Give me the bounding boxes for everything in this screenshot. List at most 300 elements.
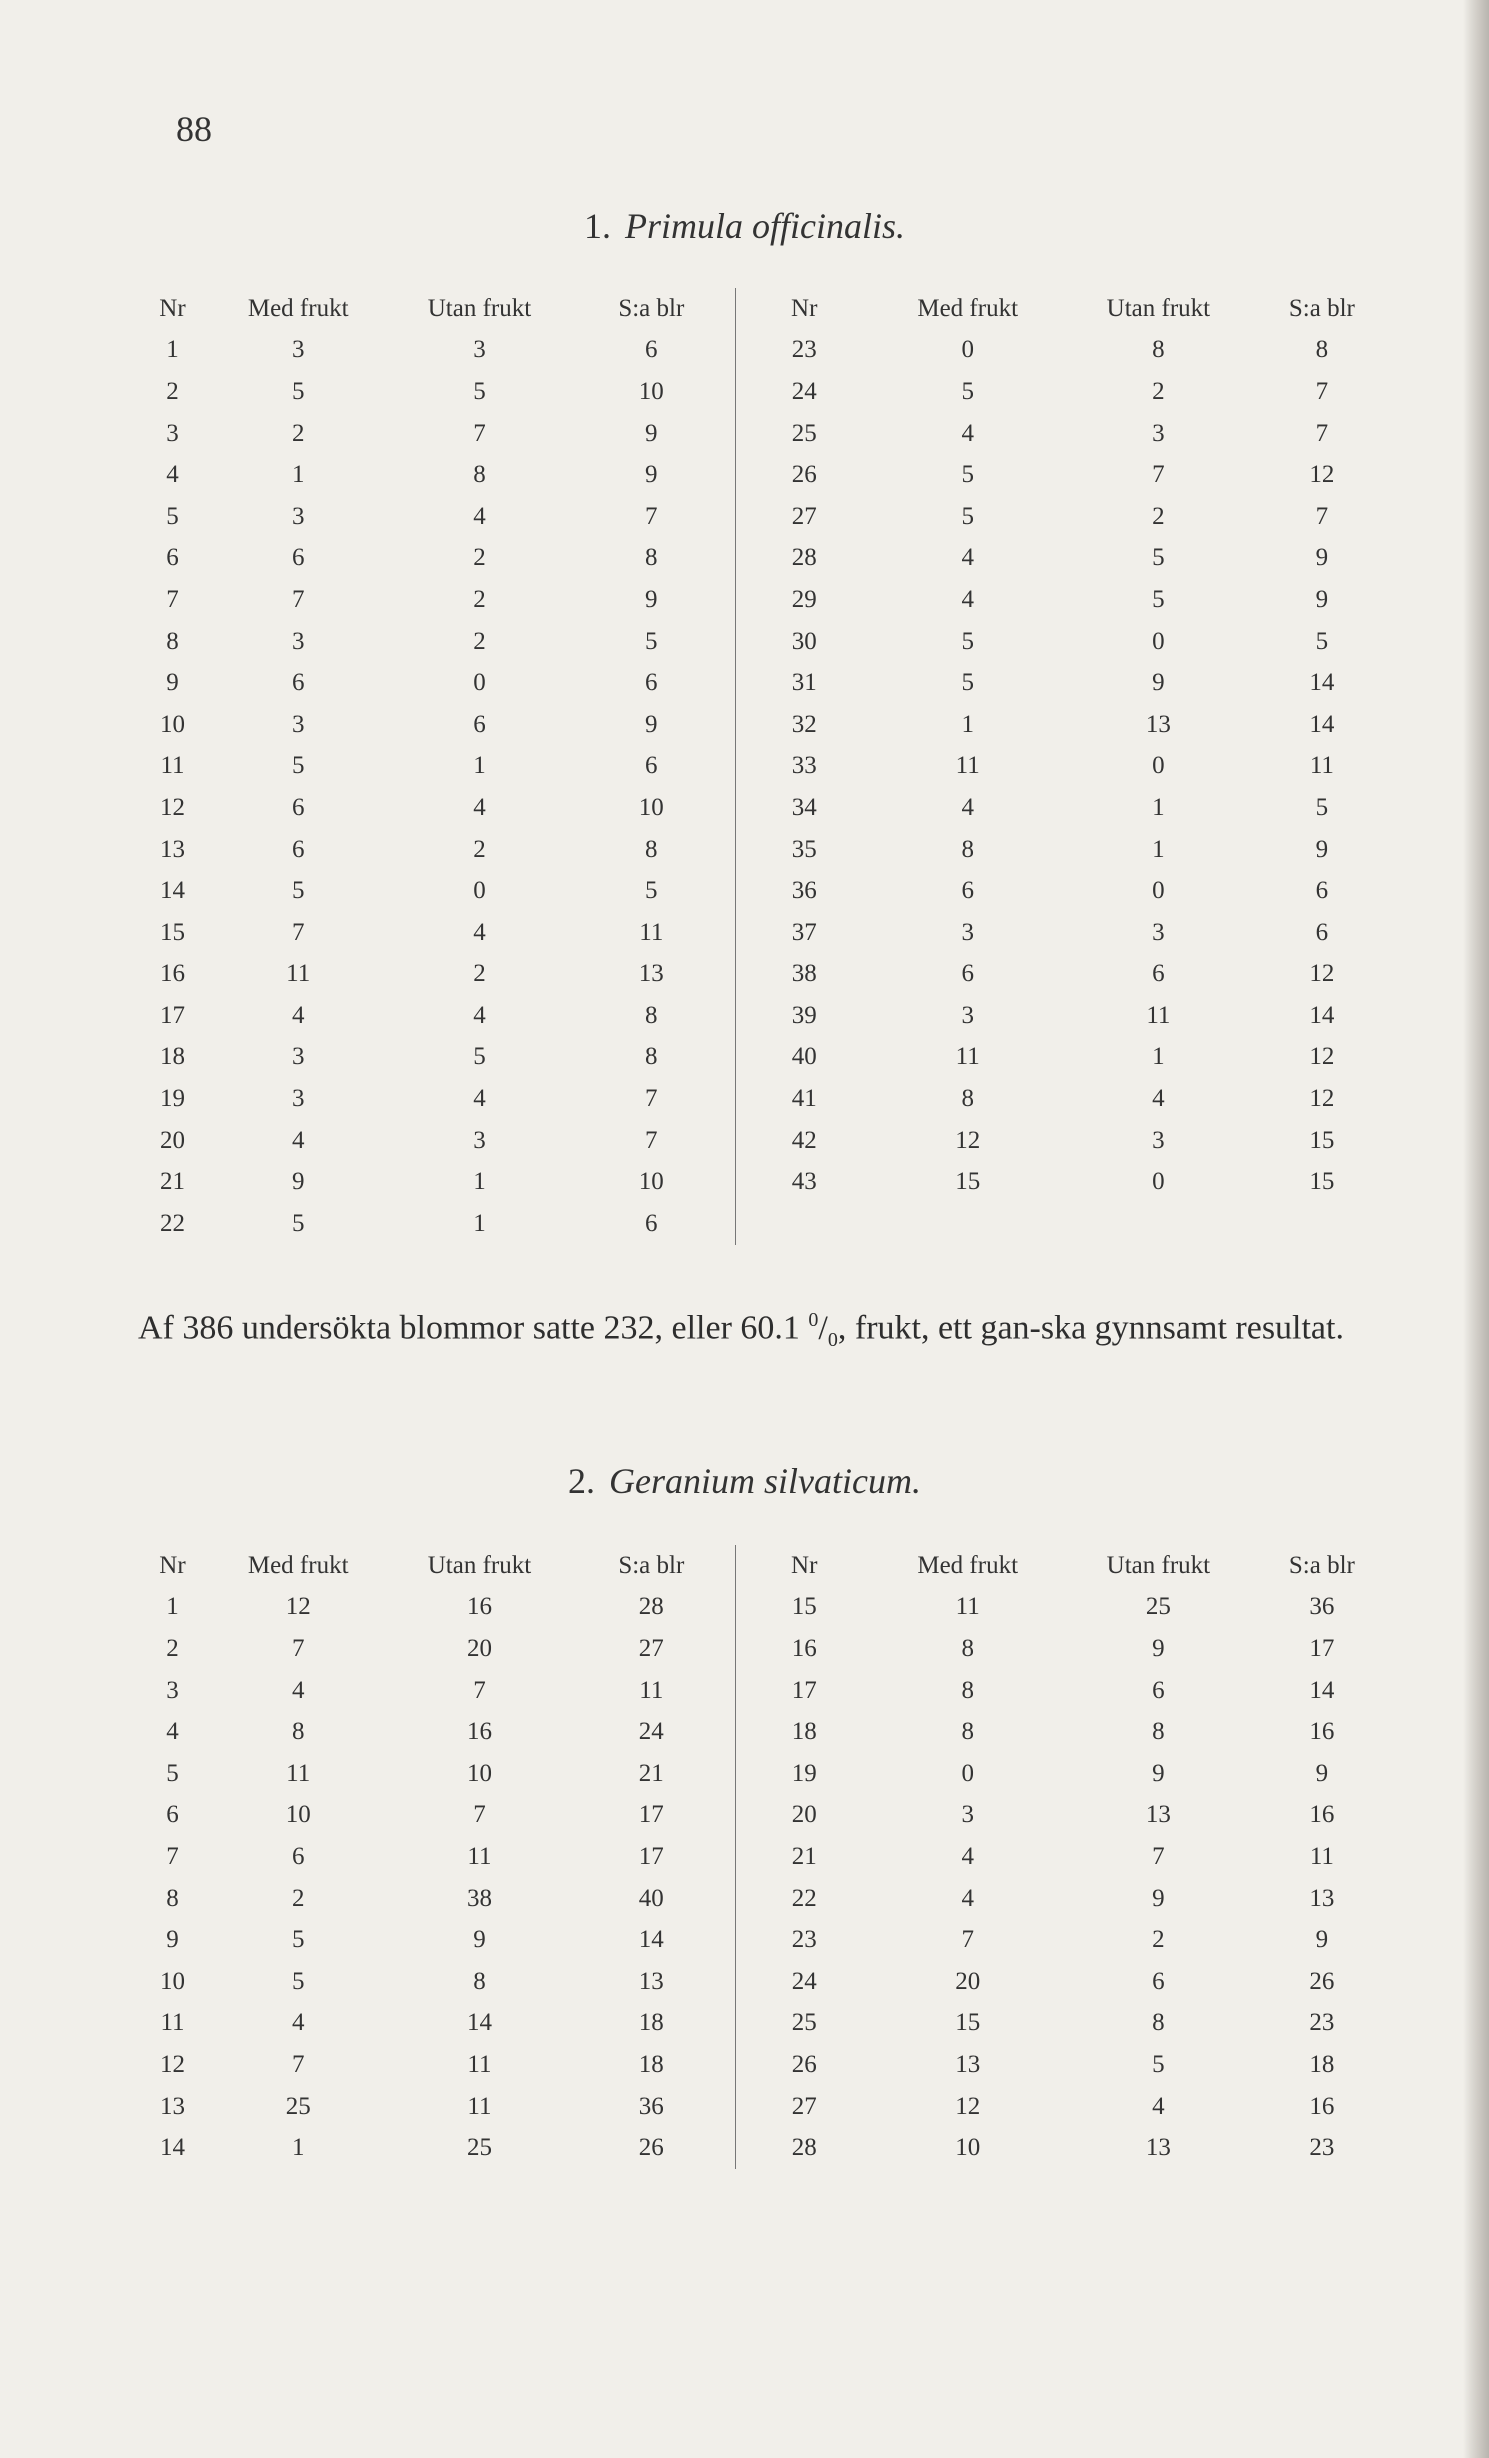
table-cell: 8 (291, 1718, 305, 1746)
table-cell: 13 (1145, 1801, 1171, 1829)
table-cell: 7 (1152, 461, 1165, 489)
table-cell: 36 (567, 2086, 735, 2128)
table-cell: 5 (1152, 544, 1165, 572)
paragraph-text-before: Af 386 undersökta blommor satte 232, eller 60.1 (138, 1309, 809, 1347)
table-cell: 21 (791, 1842, 817, 1870)
table-cell: 5 (291, 752, 305, 780)
table-cell: 9 (291, 1168, 305, 1196)
table-cell: 14 (1309, 710, 1335, 738)
table-cell: 5 (291, 1209, 305, 1237)
table-cell: 9 (1315, 1759, 1329, 1787)
table-cell: 11 (160, 2009, 185, 2037)
table-cell: 7 (473, 1676, 486, 1704)
table-cell: 17 (567, 1836, 735, 1878)
table-cell: 14 (567, 1919, 735, 1961)
table-cell: 4 (473, 918, 486, 946)
table-row (140, 579, 1390, 621)
primula-table (140, 288, 1390, 1245)
table-cell: 31 (791, 669, 817, 697)
geranium-table (140, 1545, 1390, 2169)
table-cell: 5 (961, 502, 974, 530)
table-cell: 2 (166, 377, 179, 405)
table-cell: 11 (467, 1842, 492, 1870)
table-cell: 19 (791, 1759, 817, 1787)
section-1-title (0, 205, 1489, 247)
table-cell: 9 (567, 413, 735, 455)
table-row (140, 2003, 1390, 2045)
table-cell: 22 (159, 1209, 185, 1237)
table-cell: 12 (285, 1593, 311, 1621)
table-cell: 10 (285, 1801, 311, 1829)
table-row (140, 954, 1390, 996)
table-cell: 29 (791, 585, 817, 613)
table-row (140, 1961, 1390, 2003)
column-header: Med frukt (917, 1551, 1019, 1579)
table-cell: 21 (567, 1753, 735, 1795)
percent-slash: / (818, 1309, 828, 1347)
table-cell: 6 (166, 544, 179, 572)
table-cell: 5 (473, 1043, 486, 1071)
table-cell: 8 (473, 1967, 486, 1995)
table-cell: 38 (466, 1884, 492, 1912)
table-cell: 34 (791, 793, 817, 821)
table-cell: 16 (1309, 1718, 1335, 1746)
table-cell: 11 (286, 960, 311, 988)
table-cell: 12 (1309, 461, 1335, 489)
table-row (140, 829, 1390, 871)
table-cell: 7 (473, 1801, 486, 1829)
table-cell: 0 (1152, 627, 1165, 655)
table-cell: 13 (955, 2050, 981, 2078)
column-header: Nr (159, 294, 186, 322)
table-cell: 6 (567, 746, 735, 788)
table-cell: 3 (473, 1126, 486, 1154)
table-cell: 12 (1309, 1085, 1335, 1113)
table-cell: 3 (291, 1043, 305, 1071)
table-cell: 3 (291, 1085, 305, 1113)
table-cell: 3 (291, 627, 305, 655)
table-cell: 14 (1309, 669, 1335, 697)
table-cell: 15 (1309, 1126, 1335, 1154)
table-cell: 7 (291, 585, 305, 613)
table-row (140, 662, 1390, 704)
table-row (140, 1078, 1390, 1120)
table-cell: 5 (961, 461, 974, 489)
table-cell: 9 (166, 669, 179, 697)
table-cell: 3 (1152, 419, 1165, 447)
table-cell: 10 (466, 1759, 492, 1787)
table-cell: 10 (567, 371, 735, 413)
column-header: Utan frukt (1106, 294, 1211, 322)
table-cell: 3 (291, 710, 305, 738)
table-cell: 12 (955, 2092, 981, 2120)
table-cell: 18 (159, 1043, 185, 1071)
table-cell: 4 (473, 793, 486, 821)
table-cell: 6 (291, 669, 305, 697)
table-cell: 12 (955, 1126, 981, 1154)
table-row (140, 870, 1390, 912)
table-cell: 6 (291, 835, 305, 863)
table-cell: 13 (567, 1961, 735, 2003)
column-header: Med frukt (247, 294, 349, 322)
table-cell: 7 (473, 419, 486, 447)
table-cell: 23 (1309, 2134, 1335, 2162)
table-cell (872, 1203, 1063, 1245)
table-row (140, 912, 1390, 954)
table-cell: 12 (159, 2050, 185, 2078)
table-cell: 6 (1152, 1967, 1165, 1995)
table-cell: 1 (166, 336, 179, 364)
table-cell: 8 (567, 538, 735, 580)
table-cell: 20 (955, 1967, 981, 1995)
table-cell: 10 (955, 2134, 981, 2162)
table-cell: 19 (159, 1085, 185, 1113)
table-cell: 42 (791, 1126, 817, 1154)
table-cell: 28 (791, 544, 817, 572)
table-cell: 16 (466, 1593, 492, 1621)
table-cell: 15 (1309, 1168, 1335, 1196)
table-cell: 9 (1315, 544, 1329, 572)
table-cell: 15 (791, 1593, 817, 1621)
table-cell: 2 (1152, 377, 1165, 405)
table-cell: 4 (961, 419, 974, 447)
table-cell: 11 (286, 1759, 311, 1787)
table-cell: 1 (961, 710, 974, 738)
section-1-number: 1. (583, 206, 611, 246)
table-cell: 27 (567, 1628, 735, 1670)
column-header: S:a blr (567, 1545, 735, 1587)
table-row (140, 496, 1390, 538)
page-number: 88 (176, 109, 212, 149)
table-row (140, 413, 1390, 455)
column-header: S:a blr (1288, 1551, 1355, 1579)
column-header: Med frukt (247, 1551, 349, 1579)
table-cell: 7 (1152, 1842, 1165, 1870)
table-cell: 3 (291, 336, 305, 364)
column-header: Utan frukt (1106, 1551, 1211, 1579)
table-cell: 9 (166, 1926, 179, 1954)
table-cell: 4 (166, 461, 179, 489)
table-cell: 9 (1152, 1634, 1165, 1662)
column-header: Nr (791, 294, 818, 322)
table-cell: 4 (473, 1001, 486, 1029)
table-cell: 1 (291, 461, 305, 489)
table-cell: 33 (791, 752, 817, 780)
table-cell: 9 (473, 1926, 486, 1954)
table-cell: 0 (1152, 1168, 1165, 1196)
table-cell: 14 (1309, 1001, 1335, 1029)
table-cell (1063, 1203, 1254, 1245)
table-cell: 8 (961, 1718, 974, 1746)
table-cell: 11 (567, 912, 735, 954)
table-cell: 2 (1152, 502, 1165, 530)
table-cell: 4 (961, 1884, 974, 1912)
table-cell: 5 (473, 377, 486, 405)
table-cell: 4 (291, 1001, 305, 1029)
table-cell: 27 (791, 502, 817, 530)
table-cell: 23 (791, 1926, 817, 1954)
table-cell: 4 (961, 544, 974, 572)
table-cell: 8 (961, 835, 974, 863)
column-header: Utan frukt (427, 294, 532, 322)
table-row (140, 1795, 1390, 1837)
table-cell: 6 (961, 960, 974, 988)
table-cell: 6 (1152, 1676, 1165, 1704)
table-cell: 25 (791, 419, 817, 447)
table-cell: 18 (1309, 2050, 1335, 2078)
table-cell: 1 (473, 1209, 486, 1237)
table-cell: 13 (1309, 1884, 1335, 1912)
table-cell: 43 (791, 1168, 817, 1196)
table-cell: 0 (961, 1759, 974, 1787)
table-cell: 26 (567, 2127, 735, 2169)
table-cell: 9 (1315, 585, 1329, 613)
table-cell: 4 (473, 502, 486, 530)
table-row (140, 995, 1390, 1037)
table-cell: 9 (567, 704, 735, 746)
table-cell: 5 (166, 1759, 179, 1787)
table-cell: 4 (291, 1126, 305, 1154)
table-cell: 11 (955, 1043, 980, 1071)
table-cell: 20 (466, 1634, 492, 1662)
table-cell: 40 (567, 1878, 735, 1920)
table-cell: 25 (285, 2092, 311, 2120)
table-cell: 30 (791, 627, 817, 655)
table-row (140, 371, 1390, 413)
table-cell: 16 (791, 1634, 817, 1662)
table-cell: 2 (166, 1634, 179, 1662)
table-cell: 4 (961, 793, 974, 821)
page-edge-shadow (1463, 0, 1489, 2458)
table-cell: 24 (791, 1967, 817, 1995)
table-cell: 5 (961, 377, 974, 405)
table-cell: 8 (1152, 2009, 1165, 2037)
table-cell: 2 (1152, 1926, 1165, 1954)
table-cell: 2 (291, 419, 305, 447)
table-cell: 11 (160, 752, 185, 780)
table-cell: 11 (1309, 752, 1334, 780)
table-cell: 16 (1309, 2092, 1335, 2120)
table-cell: 10 (567, 787, 735, 829)
table-cell: 5 (961, 627, 974, 655)
table-cell: 41 (791, 1085, 817, 1113)
table-cell: 9 (1315, 835, 1329, 863)
table-cell: 40 (791, 1043, 817, 1071)
table-cell: 5 (961, 669, 974, 697)
table-cell: 6 (166, 1801, 179, 1829)
table-cell: 14 (159, 2134, 185, 2162)
table-cell: 5 (1152, 585, 1165, 613)
table-cell: 5 (567, 870, 735, 912)
table-cell: 3 (961, 918, 974, 946)
table-cell: 8 (473, 461, 486, 489)
table-row (140, 1120, 1390, 1162)
table-cell: 14 (159, 877, 185, 905)
table-cell: 5 (1315, 793, 1329, 821)
section-2-title (0, 1460, 1489, 1502)
table-cell: 7 (291, 2050, 305, 2078)
table-cell: 6 (473, 710, 486, 738)
table-cell: 20 (159, 1126, 185, 1154)
table-cell: 8 (961, 1085, 974, 1113)
table-cell: 35 (791, 835, 817, 863)
table-cell: 25 (1145, 1593, 1171, 1621)
table-row (140, 454, 1390, 496)
table-cell: 8 (1152, 336, 1165, 364)
table-cell: 11 (955, 752, 980, 780)
table-row (140, 330, 1390, 372)
percent-sub: 0 (827, 1329, 838, 1352)
table-cell (736, 1203, 873, 1245)
table-row (140, 1587, 1390, 1629)
table-cell: 5 (1152, 2050, 1165, 2078)
table-row (140, 2044, 1390, 2086)
table-cell: 8 (567, 995, 735, 1037)
table-cell: 39 (791, 1001, 817, 1029)
table-cell: 3 (1152, 918, 1165, 946)
table-cell: 4 (291, 1676, 305, 1704)
table-cell: 4 (291, 2009, 305, 2037)
table-cell: 16 (159, 960, 185, 988)
table-row (140, 621, 1390, 663)
table-row (140, 1203, 1390, 1245)
table-cell: 18 (567, 2003, 735, 2045)
table-cell: 9 (567, 454, 735, 496)
table-cell: 11 (1146, 1001, 1171, 1029)
table-cell: 4 (1152, 2092, 1165, 2120)
table-row (140, 2127, 1390, 2169)
paragraph-text-after: , frukt, ett gan-ska gynnsamt resultat. (837, 1309, 1344, 1347)
table-cell: 0 (473, 669, 486, 697)
table-cell: 1 (166, 1593, 179, 1621)
table-cell: 28 (791, 2134, 817, 2162)
table-cell: 1 (1152, 793, 1165, 821)
table-cell: 7 (1315, 377, 1329, 405)
table-cell: 8 (567, 1037, 735, 1079)
table-cell: 1 (291, 2134, 305, 2162)
table-cell: 7 (166, 585, 179, 613)
column-header: Nr (791, 1551, 818, 1579)
table-cell: 7 (961, 1926, 974, 1954)
table-row (140, 1919, 1390, 1961)
table-cell: 7 (1315, 502, 1329, 530)
table-cell: 17 (567, 1795, 735, 1837)
table-cell: 20 (791, 1801, 817, 1829)
table-cell: 1 (473, 752, 486, 780)
table-cell: 12 (1309, 960, 1335, 988)
table-cell: 2 (473, 544, 486, 572)
table-cell: 12 (159, 793, 185, 821)
table-cell: 0 (1152, 877, 1165, 905)
table-cell: 15 (955, 1168, 981, 1196)
table-cell: 6 (567, 330, 735, 372)
table-cell: 11 (467, 2050, 492, 2078)
table-cell: 3 (961, 1001, 974, 1029)
table-cell: 17 (791, 1676, 817, 1704)
table-cell: 9 (1152, 669, 1165, 697)
table-cell: 26 (791, 2050, 817, 2078)
table-row (140, 1836, 1390, 1878)
table-row (140, 1711, 1390, 1753)
table-cell: 17 (1309, 1634, 1335, 1662)
table-cell: 6 (961, 877, 974, 905)
table-cell: 4 (1152, 1085, 1165, 1113)
column-header: Utan frukt (427, 1551, 532, 1579)
table-cell: 8 (166, 627, 179, 655)
section-2-species: Geranium silvaticum. (609, 1461, 921, 1501)
table-cell: 6 (291, 1842, 305, 1870)
percent-sup: 0 (808, 1309, 819, 1331)
table-cell: 2 (473, 627, 486, 655)
table-row (140, 2086, 1390, 2128)
table-cell: 0 (961, 336, 974, 364)
table-body (140, 330, 1390, 1245)
table-cell: 4 (961, 585, 974, 613)
table-cell: 2 (473, 585, 486, 613)
table-cell: 14 (466, 2009, 492, 2037)
column-header: S:a blr (1288, 294, 1355, 322)
table-cell: 23 (791, 336, 817, 364)
table-body (140, 1587, 1390, 2169)
column-header: Med frukt (917, 294, 1019, 322)
table-cell: 0 (473, 877, 486, 905)
table-cell: 2 (473, 960, 486, 988)
table-cell: 25 (466, 2134, 492, 2162)
table-cell: 8 (567, 829, 735, 871)
table-cell: 3 (961, 1801, 974, 1829)
table-cell: 3 (473, 336, 486, 364)
table-row (140, 1037, 1390, 1079)
table-cell: 8 (1152, 1718, 1165, 1746)
table-row (140, 704, 1390, 746)
table-cell: 16 (466, 1718, 492, 1746)
table-cell: 4 (166, 1718, 179, 1746)
table-header-row (140, 1545, 1390, 1587)
table-cell: 9 (567, 579, 735, 621)
table-row (140, 1628, 1390, 1670)
table-cell: 1 (1152, 835, 1165, 863)
table-cell: 5 (166, 502, 179, 530)
table-cell: 5 (1315, 627, 1329, 655)
table-cell: 0 (1152, 752, 1165, 780)
table-cell: 3 (291, 502, 305, 530)
table-cell: 13 (1145, 710, 1171, 738)
table-cell: 11 (955, 1593, 980, 1621)
table-cell: 7 (1315, 419, 1329, 447)
table-cell: 13 (159, 2092, 185, 2120)
table-cell: 3 (166, 419, 179, 447)
table-cell: 6 (567, 662, 735, 704)
table-cell: 4 (473, 1085, 486, 1113)
table-cell: 2 (473, 835, 486, 863)
table-cell: 10 (159, 710, 185, 738)
table-cell: 14 (1309, 1676, 1335, 1704)
table-cell: 22 (791, 1884, 817, 1912)
table-cell: 5 (291, 877, 305, 905)
table-cell (1254, 1203, 1390, 1245)
table-cell: 7 (291, 918, 305, 946)
table-cell: 23 (1309, 2009, 1335, 2037)
table-row (140, 1161, 1390, 1203)
table-cell: 25 (791, 2009, 817, 2037)
table-cell: 12 (1309, 1043, 1335, 1071)
table-cell: 9 (1315, 1926, 1329, 1954)
table-cell: 28 (567, 1587, 735, 1629)
table-cell: 27 (791, 2092, 817, 2120)
table-row (140, 1753, 1390, 1795)
table-cell: 13 (1145, 2134, 1171, 2162)
table-cell: 26 (791, 461, 817, 489)
